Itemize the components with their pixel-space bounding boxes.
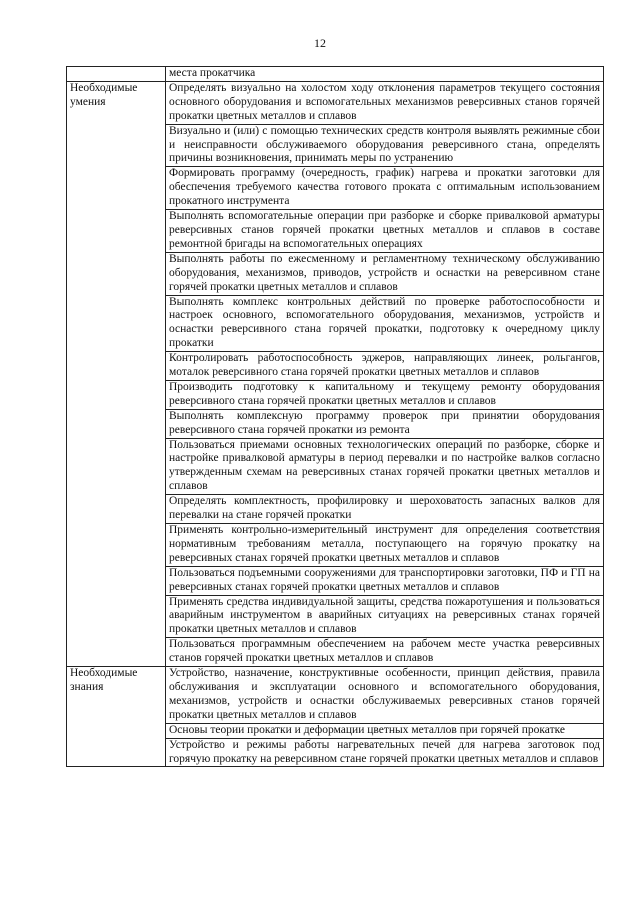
- requirements-table: [66, 66, 604, 767]
- requirement-item: Выполнять работы по ежесменному и регламентному техническому обслуживанию оборудования, механизмов, приводов, устройств и оснастки на реверсивном стане горячей прокатки цветных металлов и сплавов: [166, 252, 604, 295]
- requirement-item: Применять средства индивидуальной защиты, средства пожаротушения и пользоваться аварийным инструментом в аварийных ситуациях на реверсивных станах горячей прокатки цветных металлов и сплавов: [166, 595, 604, 638]
- table-row: [67, 67, 604, 82]
- table-row: [67, 81, 604, 124]
- requirement-item: Контролировать работоспособность эджеров, направляющих линеек, рольгангов, моталок реверсивного стана горячей прокатки цветных металлов и сплавов: [166, 352, 604, 381]
- requirement-item: Определять визуально на холостом ходу отклонения параметров текущего состояния основного оборудования и вспомогательных механизмов реверсивных станов горячей прокатки цветных металлов и сплавов: [166, 81, 604, 124]
- section-label: Необходимые знания: [67, 667, 166, 767]
- section-label: Необходимые умения: [67, 81, 166, 666]
- requirement-item: Производить подготовку к капитальному и текущему ремонту оборудования реверсивного стана горячей прокатки цветных металлов и сплавов: [166, 380, 604, 409]
- requirement-item: Визуально и (или) с помощью технических средств контроля выявлять режимные сбои и неисправности обслуживаемого оборудования реверсивного стана, определять причины возникновения, принимать меры по устранению: [166, 124, 604, 167]
- requirement-item: Пользоваться подъемными сооружениями для транспортировки заготовки, ПФ и ГП на реверсивных станах горячей прокатки цветных металлов и сплавов: [166, 566, 604, 595]
- requirement-item: Применять контрольно-измерительный инструмент для определения соответствия нормативным требованиям металла, поступающего на горячую прокатку на реверсивных станах горячей прокатки цветных металлов и сплавов: [166, 524, 604, 567]
- requirement-item: Пользоваться программным обеспечением на рабочем месте участка реверсивных станов горячей прокатки цветных металлов и сплавов: [166, 638, 604, 667]
- requirement-item: Выполнять вспомогательные операции при разборке и сборке привалковой арматуры реверсивных станов горячей прокатки цветных металлов и сплавов в составе ремонтной бригады на вспомогательных операциях: [166, 210, 604, 253]
- content-cell: места прокатчика: [166, 67, 604, 82]
- requirement-item: Устройство и режимы работы нагревательных печей для нагрева заготовок под горячую прокатку на реверсивном стане горячей прокатки цветных металлов и сплавов: [166, 738, 604, 767]
- requirement-item: Устройство, назначение, конструктивные особенности, принцип действия, правила обслуживания и эксплуатации основного и вспомогательного оборудования, механизмов, устройств и оснастки обслуживаемых реверсивных станов горячей прокатки цветных металлов и сплавов: [166, 667, 604, 724]
- label-cell: [67, 67, 166, 82]
- page-number: 12: [314, 36, 326, 50]
- table-row: [67, 667, 604, 724]
- requirement-item: Определять комплектность, профилировку и шероховатость запасных валков для перевалки на стане горячей прокатки: [166, 495, 604, 524]
- requirement-item: Основы теории прокатки и деформации цветных металлов при горячей прокатке: [166, 723, 604, 738]
- requirement-item: Формировать программу (очередность, график) нагрева и прокатки заготовки для обеспечения требуемого качества готового проката с оптимальным использованием прокатного инструмента: [166, 167, 604, 210]
- requirement-item: Пользоваться приемами основных технологических операций по разборке, сборке и настройке привалковой арматуры в период перевалки и по настройке валков согласно утвержденным схемам на реверсивных станах горячей прокатки цветных металлов и сплавов: [166, 438, 604, 495]
- requirement-item: Выполнять комплексную программу проверок при принятии оборудования реверсивного стана горячей прокатки из ремонта: [166, 409, 604, 438]
- requirement-item: Выполнять комплекс контрольных действий по проверке работоспособности и настроек основного, вспомогательного оборудования, механизмов, устройств и оснастки реверсивного стана горячей прокатки, подготовку к очередному циклу прокатки: [166, 295, 604, 352]
